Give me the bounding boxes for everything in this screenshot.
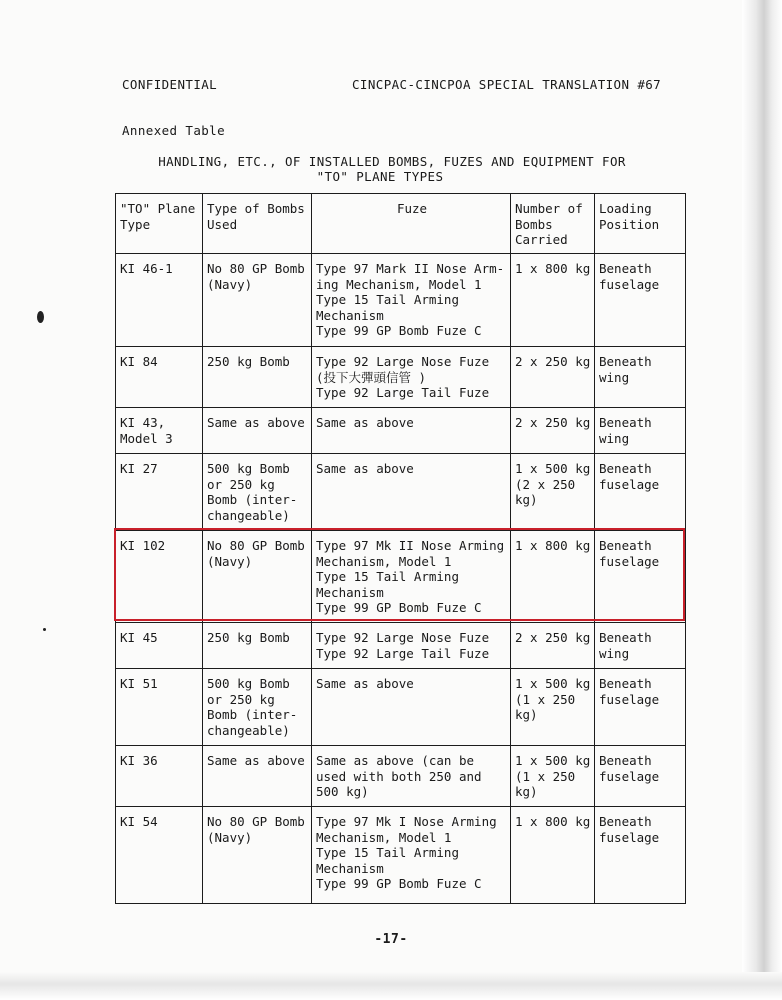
cell-bomb-count: 2 x 250 kg [511, 347, 595, 408]
cell-bomb-count: 1 x 800 kg [511, 254, 595, 347]
cell-plane-type: KI 51 [116, 669, 203, 746]
cell-loading-position: Beneath fuselage [595, 531, 686, 623]
column-header-bomb-count: Number of Bombs Carried [511, 194, 595, 254]
cell-bomb-count: 1 x 500 kg (2 x 250 kg) [511, 454, 595, 531]
cell-loading-position: Beneath fuselage [595, 746, 686, 807]
page-edge-shadow [742, 0, 782, 1000]
cell-bomb-type: No 80 GP Bomb (Navy) [203, 531, 312, 623]
table-row [116, 254, 686, 347]
table-row [116, 746, 686, 807]
page-number: -17- [374, 932, 408, 947]
table-title-line2: "TO" PLANE TYPES [316, 169, 444, 184]
table-header-row [116, 194, 686, 254]
table-row-highlighted [116, 531, 686, 623]
cell-plane-type: KI 54 [116, 807, 203, 904]
cell-bomb-type: 250 kg Bomb [203, 347, 312, 408]
cell-fuze: Type 97 Mk I Nose Arming Mechanism, Model 1 Type 15 Tail Arming Mechanism Type 99 GP Bomb Fuze C [312, 807, 511, 904]
cell-loading-position: Beneath fuselage [595, 454, 686, 531]
cell-bomb-count: 1 x 500 kg (1 x 250 kg) [511, 746, 595, 807]
cell-plane-type: KI 102 [116, 531, 203, 623]
cell-plane-type: KI 36 [116, 746, 203, 807]
cell-bomb-count: 2 x 250 kg [511, 623, 595, 669]
table-row [116, 408, 686, 454]
cell-loading-position: Beneath wing [595, 623, 686, 669]
cell-loading-position: Beneath fuselage [595, 669, 686, 746]
cell-bomb-type: 250 kg Bomb [203, 623, 312, 669]
cell-loading-position: Beneath wing [595, 347, 686, 408]
cell-plane-type: KI 45 [116, 623, 203, 669]
cell-bomb-count: 1 x 500 kg (1 x 250 kg) [511, 669, 595, 746]
cell-bomb-type: Same as above [203, 408, 312, 454]
cell-fuze: Type 92 Large Nose Fuze (投下大彈頭信管 ) Type 92 Large Tail Fuze [312, 347, 511, 408]
cell-fuze: Same as above [312, 408, 511, 454]
cell-fuze: Type 97 Mk II Nose Arming Mechanism, Model 1 Type 15 Tail Arming Mechanism Type 99 GP Bomb Fuze C [312, 531, 511, 623]
cell-loading-position: Beneath fuselage [595, 254, 686, 347]
column-header-bomb-type: Type of Bombs Used [203, 194, 312, 254]
cell-bomb-type: Same as above [203, 746, 312, 807]
cell-bomb-type: 500 kg Bomb or 250 kg Bomb (inter- changeable) [203, 454, 312, 531]
column-header-fuze: Fuze [312, 194, 511, 254]
annex-label: Annexed Table [122, 123, 226, 138]
table-row [116, 623, 686, 669]
cell-plane-type: KI 43, Model 3 [116, 408, 203, 454]
table-row [116, 807, 686, 904]
page-bottom-shadow [0, 972, 782, 1000]
cell-bomb-count: 1 x 800 kg [511, 531, 595, 623]
cell-loading-position: Beneath wing [595, 408, 686, 454]
cell-bomb-count: 2 x 250 kg [511, 408, 595, 454]
cell-plane-type: KI 46-1 [116, 254, 203, 347]
table-row [116, 347, 686, 408]
column-header-plane-type: "TO" Plane Type [116, 194, 203, 254]
cell-bomb-type: 500 kg Bomb or 250 kg Bomb (inter- changeable) [203, 669, 312, 746]
header-document-id: CINCPAC-CINCPOA SPECIAL TRANSLATION #67 [352, 77, 662, 92]
table-title-line1: HANDLING, ETC., OF INSTALLED BOMBS, FUZES AND EQUIPMENT FOR [158, 154, 626, 169]
cell-bomb-type: No 80 GP Bomb (Navy) [203, 807, 312, 904]
ink-speck [37, 311, 44, 323]
cell-fuze: Same as above (can be used with both 250 and 500 kg) [312, 746, 511, 807]
cell-fuze: Same as above [312, 454, 511, 531]
cell-loading-position: Beneath fuselage [595, 807, 686, 904]
header-classification: CONFIDENTIAL [122, 77, 218, 92]
cell-fuze: Type 92 Large Nose Fuze Type 92 Large Tail Fuze [312, 623, 511, 669]
cell-plane-type: KI 27 [116, 454, 203, 531]
cell-fuze: Same as above [312, 669, 511, 746]
column-header-loading-position: Loading Position [595, 194, 686, 254]
ink-speck [43, 628, 46, 631]
table-row [116, 454, 686, 531]
cell-bomb-type: No 80 GP Bomb (Navy) [203, 254, 312, 347]
cell-plane-type: KI 84 [116, 347, 203, 408]
bomb-handling-table [115, 193, 686, 904]
cell-bomb-count: 1 x 800 kg [511, 807, 595, 904]
cell-fuze: Type 97 Mark II Nose Arm- ing Mechanism, Model 1 Type 15 Tail Arming Mechanism Type 99 GP Bomb Fuze C [312, 254, 511, 347]
table-row [116, 669, 686, 746]
